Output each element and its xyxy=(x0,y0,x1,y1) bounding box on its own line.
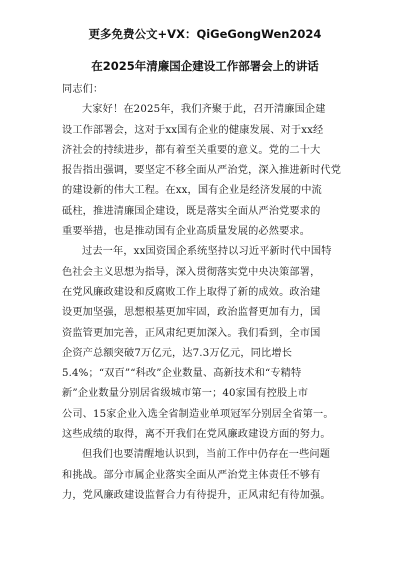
body-line: 这些成绩的取得，离不开我们在党风廉政建设方面的努力。 xyxy=(62,429,331,441)
body-line: 砥柱，推进清廉国企建设，既是落实全面从严治党要求的 xyxy=(62,205,321,217)
body-line: 在党风廉政建设和反腐败工作上取得了新的成效。政治建 xyxy=(62,286,321,298)
body-line: 大家好！在2025年，我们齐聚于此，召开清廉国企建 xyxy=(82,104,326,116)
body-line: 色社会主义思想为指导，深入贯彻落实党中央决策部署， xyxy=(62,266,321,278)
body-line: 重要举措，也是推动国有企业高质量发展的必然要求。 xyxy=(62,226,311,238)
body-line: 的建设新的伟大工程。在xx，国有企业是经济发展的中流 xyxy=(62,185,322,197)
body-line: 公司、15家企业入选全省制造业单项冠军分别居全省第一。 xyxy=(62,408,334,420)
salutation: 同志们： xyxy=(62,84,104,95)
document-title: 在2025年清廉国企建设工作部署会上的讲话 xyxy=(91,59,319,73)
body-line: 力，党风廉政建设监督合力有待提升，正风肃纪有待加强。 xyxy=(62,489,331,501)
body-line: 设工作部署会，这对于xx国有企业的健康发展、对于xx经 xyxy=(62,124,324,136)
body-line: 5.4%；“双百”“科改”企业数量、高新技术和“专精特 xyxy=(62,368,302,380)
body-line: 企资产总额突破7万亿元，达7.3万亿元，同比增长 xyxy=(62,347,293,359)
document-body xyxy=(62,80,352,506)
body-line: 资监管更加完善，正风肃纪更加深入。我们看到，全市国 xyxy=(62,327,321,339)
body-line: 设更加坚强，思想根基更加牢固，政治监督更加有力，国 xyxy=(62,307,321,319)
document-header: 更多免费公文+VX：QiGeGongWen2024 xyxy=(88,27,322,41)
body-line: 报告指出强调，要坚定不移全面从严治党，深入推进新时代党 xyxy=(62,165,342,177)
body-line: 和挑战。部分市属企业落实全面从严治党主体责任不够有 xyxy=(62,469,321,481)
body-line: 但我们也要清醒地认识到，当前工作中仍存在一些问题 xyxy=(82,449,331,461)
body-line: 过去一年，xx国资国企系统坚持以习近平新时代中国特 xyxy=(82,246,332,258)
body-line: 新”企业数量分别居省级城市第一；40家国有控股上市 xyxy=(62,388,309,400)
body-line: 济社会的持续进步，都有着至关重要的意义。党的二十大 xyxy=(62,144,321,156)
